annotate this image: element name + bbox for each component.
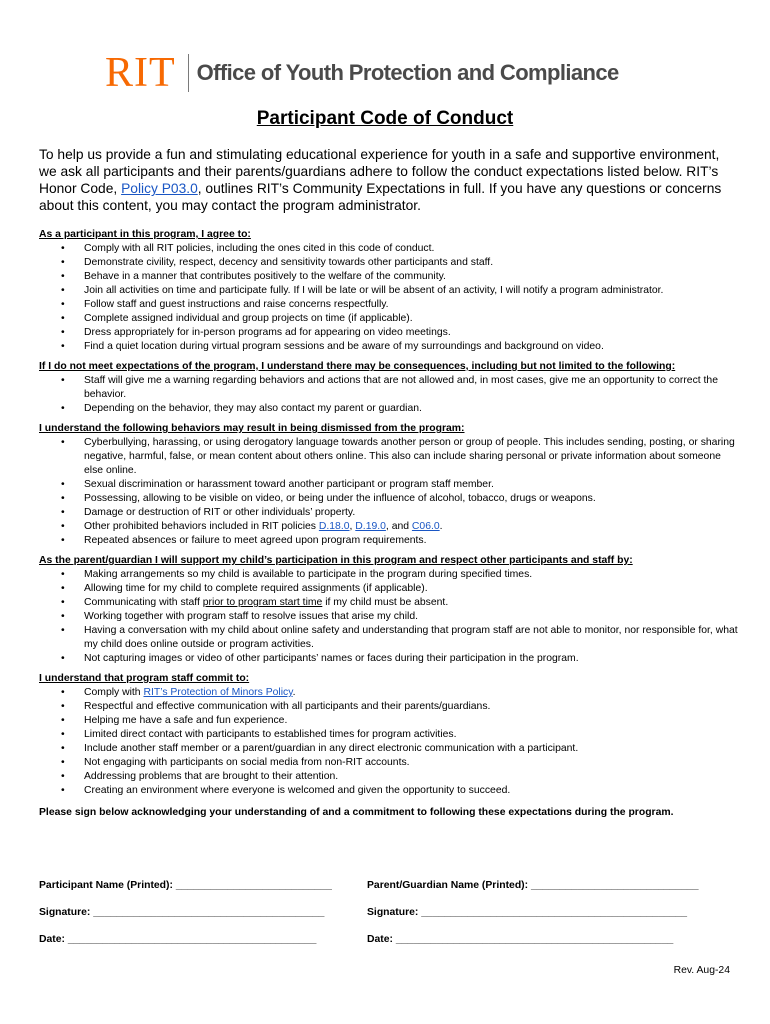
guardian-date-field[interactable]: Date: ________________________________________________ xyxy=(367,934,674,945)
policy-separator: , and xyxy=(385,521,412,532)
list-item: • Respectful and effective communication with all participants and their parents/guardians. xyxy=(39,700,739,714)
document-body xyxy=(39,228,739,820)
list-item: • Possessing, allowing to be visible on video, or being under the influence of alcohol, tobacco, drugs or weapons. xyxy=(39,492,739,506)
policy-separator: , xyxy=(349,521,356,532)
list-item: • Join all activities on time and participate fully. If I will be late or will be absent of an activity, I will notify a program administrator. xyxy=(39,284,739,298)
list-item: • Follow staff and guest instructions and raise concerns respectfully. xyxy=(39,298,739,312)
page-title: Participant Code of Conduct xyxy=(256,108,514,129)
printed-name-row xyxy=(39,880,739,891)
policies-suffix: . xyxy=(439,521,443,532)
participant-date-field[interactable]: Date: ___________________________________________ xyxy=(39,934,317,945)
list-item: • Dress appropriately for in-person programs ad for appearing on video meetings. xyxy=(39,326,739,340)
list-item xyxy=(39,686,739,700)
guardian-support-list xyxy=(39,568,739,666)
list-item: • Sexual discrimination or harassment toward another participant or program staff member. xyxy=(39,478,739,492)
list-item xyxy=(39,520,739,534)
item-text: Communicating with staff xyxy=(84,597,203,608)
logo-office-name: Office of Youth Protection and Compliance xyxy=(196,60,619,85)
dismissal-behaviors-list xyxy=(39,436,739,548)
list-item: • Limited direct contact with participants to established times for program activities. xyxy=(39,728,739,742)
intro-text-end: , outlines RIT’s Community Expectations in full. If you have any questions or concerns about this content, you may contact the program administrator. xyxy=(39,181,722,213)
item-text: . xyxy=(292,687,296,698)
list-item: • Behave in a manner that contributes positively to the welfare of the community. xyxy=(39,270,739,284)
guardian-name-field[interactable]: Parent/Guardian Name (Printed): _____________________________ xyxy=(367,880,699,891)
rit-logo xyxy=(105,48,619,98)
section-consequences-heading: If I do not meet expectations of the program, I understand there may be consequences, including but not limited to the following: xyxy=(39,361,676,372)
list-item: • Demonstrate civility, respect, decency and sensitivity towards other participants and staff. xyxy=(39,256,739,270)
list-item: • Depending on the behavior, they may also contact my parent or guardian. xyxy=(39,402,739,416)
list-item: • Allowing time for my child to complete required assignments (if applicable). xyxy=(39,582,739,596)
list-item: • Repeated absences or failure to meet agreed upon program requirements. xyxy=(39,534,739,548)
list-item: • Addressing problems that are brought to their attention. xyxy=(39,770,739,784)
protection-of-minors-policy-link[interactable]: RIT’s Protection of Minors Policy xyxy=(143,687,293,698)
list-item: • Cyberbullying, harassing, or using derogatory language towards another person or group of people. This includes sending, posting, or sharing negative, harmful, false, or mean content about others online. This also can include sharing personal or private information about someone else online. xyxy=(39,436,739,478)
list-item: • Comply with all RIT policies, including the ones cited in this code of conduct. xyxy=(39,242,739,256)
item-text: if my child must be absent. xyxy=(322,597,449,608)
consequences-list xyxy=(39,374,739,416)
section-guardian-heading: As the parent/guardian I will support my child’s participation in this program and respect other participants and staff by: xyxy=(39,555,633,566)
policy-d18-link[interactable]: D.18.0 xyxy=(318,521,350,532)
participant-name-field[interactable]: Participant Name (Printed): ___________________________ xyxy=(39,880,332,891)
list-item xyxy=(39,596,739,610)
list-item: • Helping me have a safe and fun experience. xyxy=(39,714,739,728)
list-item: • Making arrangements so my child is available to participate in the program during specified times. xyxy=(39,568,739,582)
section-staff-commitment-heading: I understand that program staff commit to: xyxy=(39,673,250,684)
staff-commitment-list xyxy=(39,686,739,798)
list-item: • Working together with program staff to resolve issues that arise my child. xyxy=(39,610,739,624)
honor-code-policy-link[interactable]: Policy P03.0 xyxy=(121,181,198,196)
item-underlined-text: prior to program start time xyxy=(202,597,323,608)
list-item: • Complete assigned individual and group projects on time (if applicable). xyxy=(39,312,739,326)
acknowledgement-text: Please sign below acknowledging your understanding of and a commitment to following these expectations during the program. xyxy=(39,807,674,818)
participant-agreement-list xyxy=(39,242,739,354)
section-dismissal-heading: I understand the following behaviors may result in being dismissed from the program: xyxy=(39,423,465,434)
list-item: • Include another staff member or a parent/guardian in any direct electronic communication with a participant. xyxy=(39,742,739,756)
intro-text-start: To help us provide a fun and stimulating educational experience for youth in a safe and supportive environment, we ask all participants and their parents/guardians adhere to follow the conduct expectations listed below. RIT’s Honor Code, xyxy=(39,147,720,196)
participant-signature-field[interactable]: Signature: ________________________________________ xyxy=(39,907,325,918)
date-row xyxy=(39,934,739,945)
logo-divider xyxy=(188,54,189,92)
list-item: • Not capturing images or video of other participants’ names or faces during their participation in the program. xyxy=(39,652,739,666)
policies-prefix: Other prohibited behaviors included in RIT policies xyxy=(84,521,319,532)
guardian-signature-field[interactable]: Signature: ______________________________________________ xyxy=(367,907,688,918)
intro-paragraph xyxy=(39,146,739,214)
logo-rit-wordmark: RIT xyxy=(105,50,176,96)
revision-label: Rev. Aug-24 xyxy=(673,965,730,976)
list-item: • Damage or destruction of RIT or other individuals’ property. xyxy=(39,506,739,520)
signature-row xyxy=(39,907,739,918)
list-item: • Find a quiet location during virtual program sessions and be aware of my surroundings and background on video. xyxy=(39,340,739,354)
policy-c06-link[interactable]: C06.0 xyxy=(411,521,440,532)
list-item: • Not engaging with participants on social media from non-RIT accounts. xyxy=(39,756,739,770)
item-text: Comply with xyxy=(84,687,144,698)
policy-d19-link[interactable]: D.19.0 xyxy=(355,521,386,532)
list-item: • Creating an environment where everyone is welcomed and given the opportunity to succeed. xyxy=(39,784,739,798)
list-item: • Having a conversation with my child about online safety and understanding that program staff are not able to monitor, nor responsible for, what my child does online outside or program activities. xyxy=(39,624,739,652)
section-participant-agreement-heading: As a participant in this program, I agree to: xyxy=(39,229,251,240)
list-item: • Staff will give me a warning regarding behaviors and actions that are not allowed and, in most cases, give me an opportunity to correct the behavior. xyxy=(39,374,739,402)
